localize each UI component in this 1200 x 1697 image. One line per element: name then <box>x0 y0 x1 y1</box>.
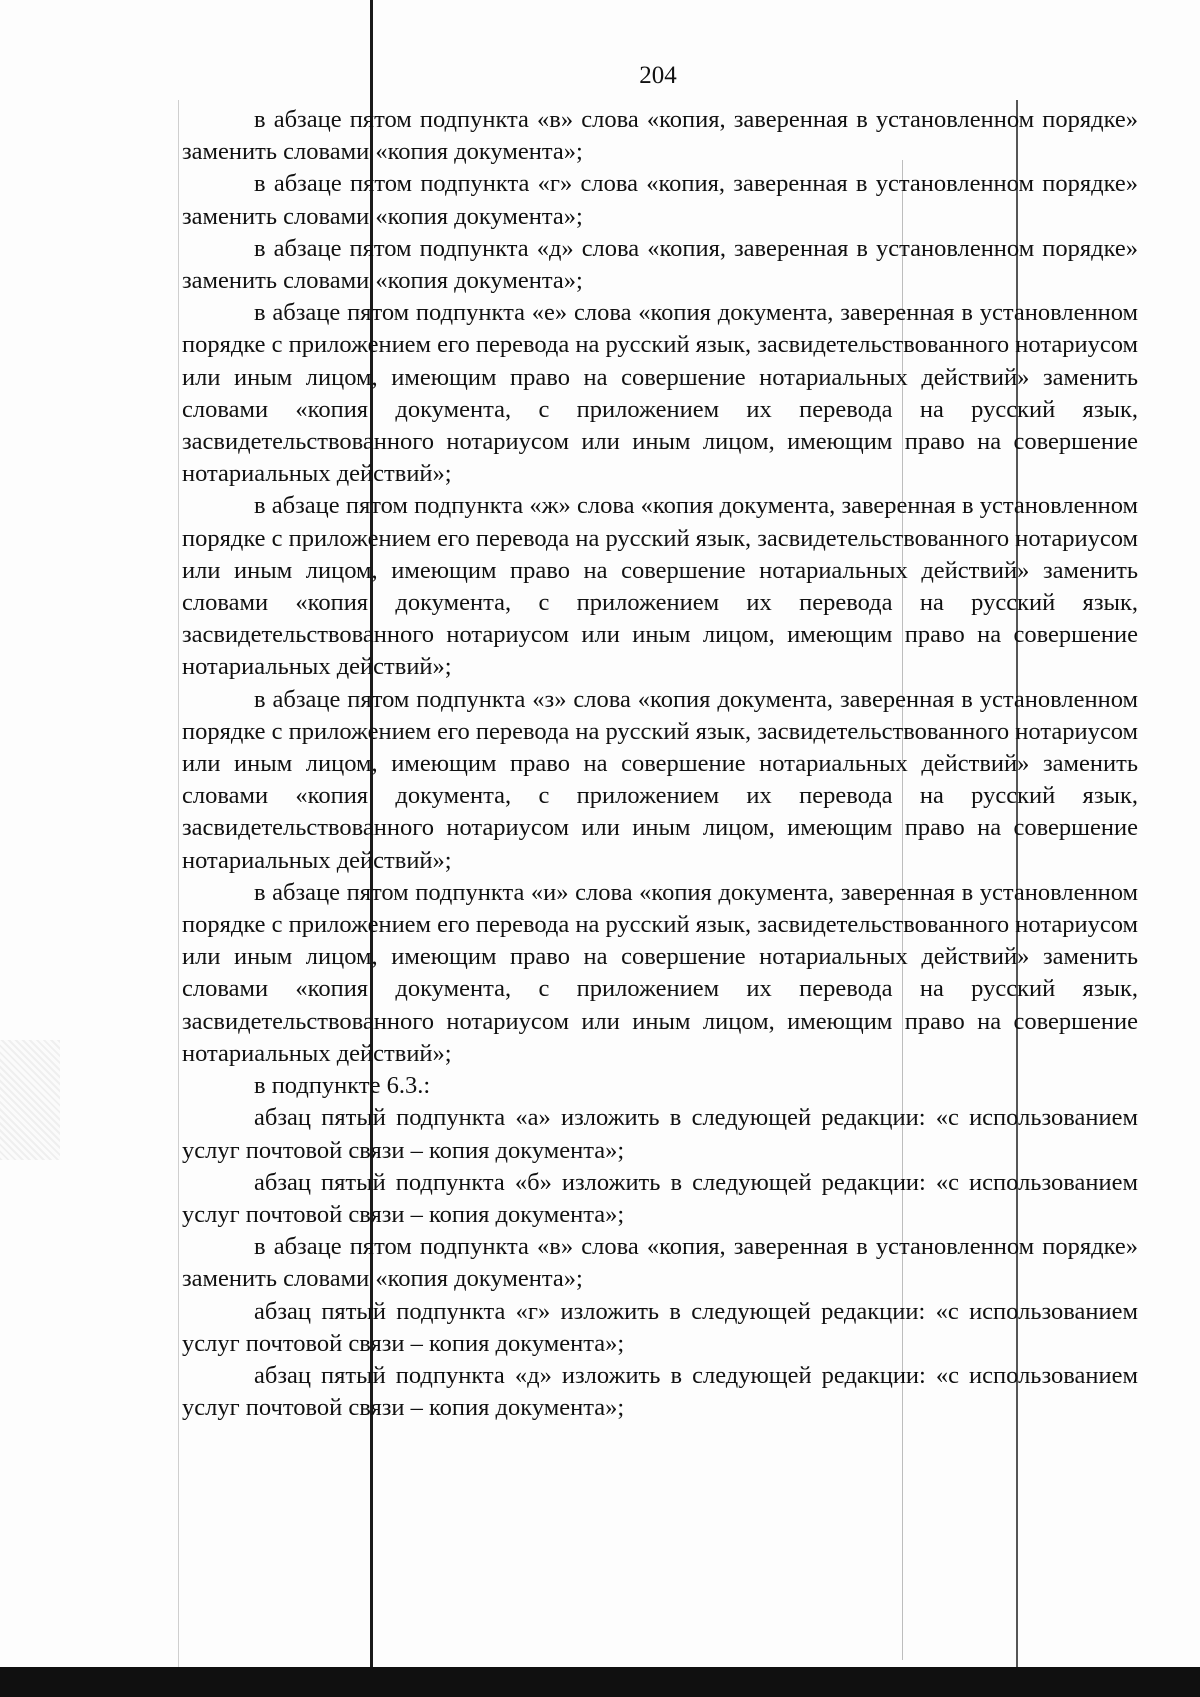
paragraph: в абзаце пятом подпункта «е» слова «копия документа, заверенная в установленном порядке с приложением его перевода на русский язык, засвидетельствованного нотариусом или иным лицом, имеющим право на совершение нотариальных действий» заменить словами «копия документа, с приложением их перевода на русский язык, засвидетельствованного нотариусом или иным лицом, имеющим право на совершение нотариальных действий»; <box>182 299 1138 488</box>
paragraph: абзац пятый подпункта «д» изложить в следующей редакции: «с использованием услуг почтовой связи – копия документа»; <box>182 1361 1138 1422</box>
document-body <box>182 104 1138 1424</box>
scan-artifact-line <box>178 100 179 1680</box>
page-number: 204 <box>639 62 677 89</box>
paragraph: в абзаце пятом подпункта «з» слова «копия документа, заверенная в установленном порядке с приложением его перевода на русский язык, засвидетельствованного нотариусом или иным лицом, имеющим право на совершение нотариальных действий» заменить словами «копия документа, с приложением их перевода на русский язык, засвидетельствованного нотариусом или иным лицом, имеющим право на совершение нотариальных действий»; <box>182 685 1138 874</box>
scan-noise <box>0 1040 60 1160</box>
paragraph: в абзаце пятом подпункта «г» слова «копия, заверенная в установленном порядке» заменить словами «копия документа»; <box>182 170 1138 230</box>
paragraph: в абзаце пятом подпункта «и» слова «копия документа, заверенная в установленном порядке с приложением его перевода на русский язык, засвидетельствованного нотариусом или иным лицом, имеющим право на совершение нотариальных действий» заменить словами «копия документа, с приложением их перевода на русский язык, засвидетельствованного нотариусом или иным лицом, имеющим право на совершение нотариальных действий»; <box>182 878 1138 1067</box>
paragraph: в абзаце пятом подпункта «в» слова «копия, заверенная в установленном порядке» заменить словами «копия документа»; <box>182 106 1138 166</box>
scan-bottom-edge <box>0 1667 1200 1697</box>
paragraph: в подпункте 6.3.: <box>254 1072 431 1100</box>
paragraph: абзац пятый подпункта «а» изложить в следующей редакции: «с использованием услуг почтовой связи – копия документа»; <box>182 1104 1138 1164</box>
paragraph: в абзаце пятом подпункта «ж» слова «копия документа, заверенная в установленном порядке с приложением его перевода на русский язык, засвидетельствованного нотариусом или иным лицом, имеющим право на совершение нотариальных действий» заменить словами «копия документа, с приложением их перевода на русский язык, засвидетельствованного нотариусом или иным лицом, имеющим право на совершение нотариальных действий»; <box>182 492 1138 681</box>
paragraph: в абзаце пятом подпункта «д» слова «копия, заверенная в установленном порядке» заменить словами «копия документа»; <box>182 234 1138 295</box>
paragraph: абзац пятый подпункта «г» изложить в следующей редакции: «с использованием услуг почтовой связи – копия документа»; <box>182 1297 1138 1357</box>
paragraph: абзац пятый подпункта «б» изложить в следующей редакции: «с использованием услуг почтовой связи – копия документа»; <box>182 1168 1138 1228</box>
paragraph: в абзаце пятом подпункта «в» слова «копия, заверенная в установленном порядке» заменить словами «копия документа»; <box>182 1233 1138 1293</box>
